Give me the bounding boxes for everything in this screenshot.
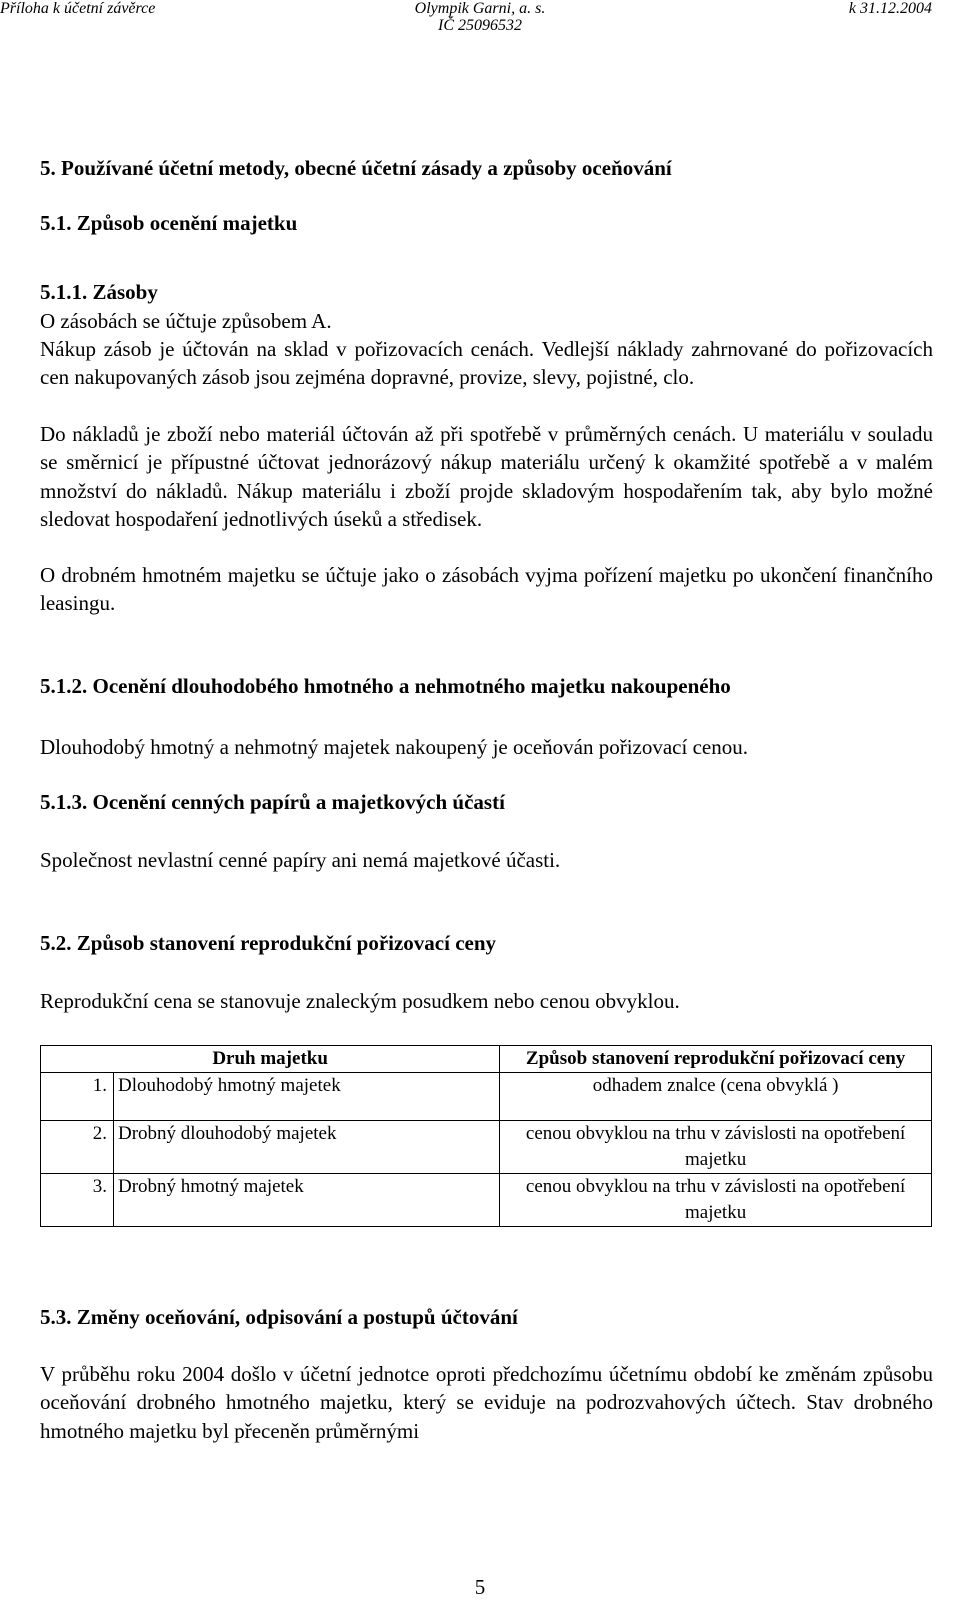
table-row: [41, 1121, 932, 1174]
table-header-type: Druh majetku: [41, 1046, 500, 1073]
valuation-table: [40, 1045, 932, 1227]
header-left-text: Příloha k účetní závěrce: [0, 0, 156, 17]
header-date: k 31.12.2004: [848, 0, 932, 17]
table-cell-number: 2.: [41, 1121, 114, 1174]
section-5-1-1-paragraph-3: O drobném hmotném majetku se účtuje jako o zásobách vyjma pořízení majetku po ukončení finančního leasingu.: [40, 563, 933, 616]
section-5-3-paragraph: V průběhu roku 2004 došlo v účetní jednotce oproti předchozímu účetnímu období ke změnám způsobu oceňování drobného hmotného majetku, který se eviduje na podrozvahových účtech. Stav drobného hmotného majetku byl přeceněn průměrnými: [40, 1362, 933, 1443]
section-5-1-2-paragraph: Dlouhodobý hmotný a nehmotný majetek nakoupený je oceňován pořizovací cenou.: [40, 735, 748, 759]
section-5-1-2-heading: 5.1.2. Ocenění dlouhodobého hmotného a nehmotného majetku nakoupeného: [40, 674, 731, 698]
table-cell-number: 1.: [41, 1073, 114, 1121]
table-cell-type: Dlouhodobý hmotný majetek: [114, 1073, 500, 1121]
table-cell-method: cenou obvyklou na trhu v závislosti na opotřebení majetku: [500, 1174, 932, 1227]
table-header-row: [41, 1046, 932, 1073]
section-5-1-1-paragraph-1: Nákup zásob je účtován na sklad v pořizovacích cenách. Vedlejší náklady zahrnované do pořizovacích cen nakupovaných zásob jsou zejména dopravné, provize, slevy, pojistné, clo.: [40, 337, 933, 390]
page-number: 5: [474, 1575, 486, 1599]
table-cell-type: Drobný dlouhodobý majetek: [114, 1121, 500, 1174]
section-5-2-paragraph: Reprodukční cena se stanovuje znaleckým posudkem nebo cenou obvyklou.: [40, 989, 680, 1013]
section-5-1-3-heading: 5.1.3. Ocenění cenných papírů a majetkových účastí: [40, 790, 505, 814]
section-5-heading: 5. Používané účetní metody, obecné účetní zásady a způsoby oceňování: [40, 156, 672, 180]
table-cell-type: Drobný hmotný majetek: [114, 1174, 500, 1227]
section-5-1-1-paragraph-2: Do nákladů je zboží nebo materiál účtován až při spotřebě v průměrných cenách. U materiálu v souladu se směrnicí je přípustné účtovat jednorázový nákup materiálu určený k okamžité spotřebě a v malém množství do nákladů. Nákup materiálu i zboží projde skladovým hospodařením tak, aby bylo možné sledovat hospodaření jednotlivých úseků a středisek.: [40, 422, 933, 532]
section-5-3-heading: 5.3. Změny oceňování, odpisování a postupů účtování: [40, 1305, 518, 1329]
section-5-1-1-heading: 5.1.1. Zásoby: [40, 280, 158, 304]
section-5-1-heading: 5.1. Způsob ocenění majetku: [40, 211, 298, 235]
table-header-method: Způsob stanovení reprodukční pořizovací ceny: [500, 1046, 932, 1073]
table-row: [41, 1174, 932, 1227]
table-cell-number: 3.: [41, 1174, 114, 1227]
section-5-1-1-line: O zásobách se účtuje způsobem A.: [40, 309, 332, 333]
table-row: [41, 1073, 932, 1121]
section-5-2-heading: 5.2. Způsob stanovení reprodukční pořizovací ceny: [40, 931, 497, 955]
section-5-1-3-paragraph: Společnost nevlastní cenné papíry ani nemá majetkové účasti.: [40, 848, 561, 872]
header-company-name: Olympik Garni, a. s.: [414, 0, 546, 17]
header-company-id: IČ 25096532: [438, 17, 522, 34]
table-cell-method: odhadem znalce (cena obvyklá ): [500, 1073, 932, 1121]
table-cell-method: cenou obvyklou na trhu v závislosti na opotřebení majetku: [500, 1121, 932, 1174]
